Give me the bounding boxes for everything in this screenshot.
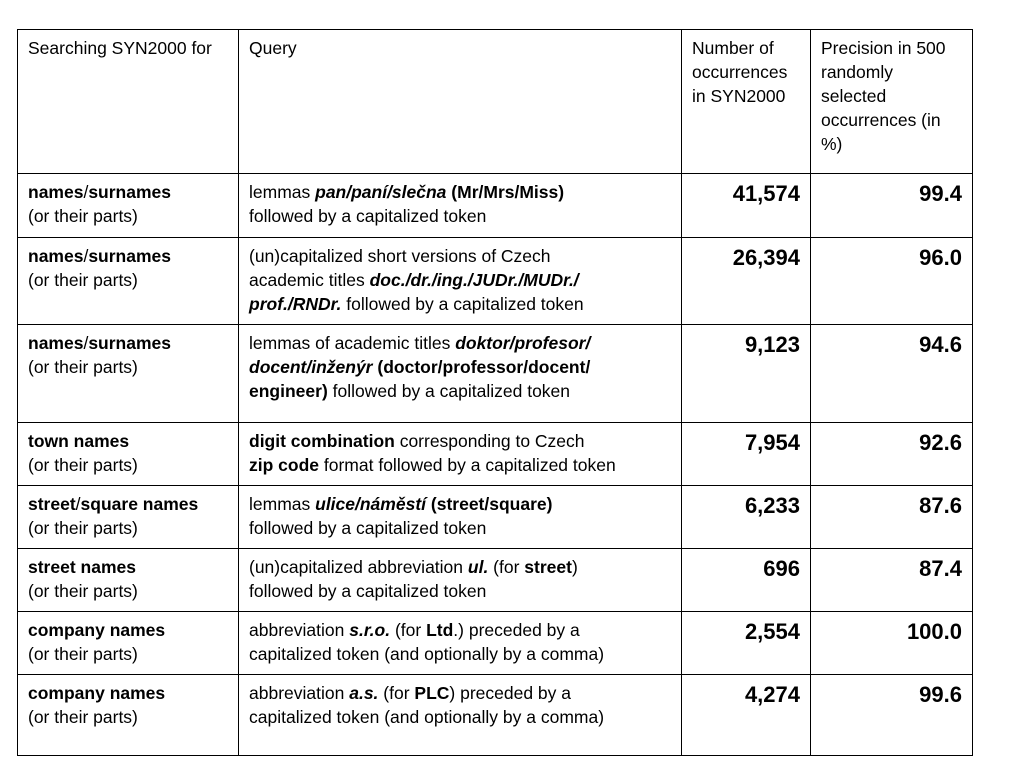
text-segment: capitalized token (and optionally by a comma) [249, 707, 605, 727]
header-precision-text: Precision in 500 randomly selected occurrences (in %) [821, 38, 946, 154]
table-row [18, 675, 973, 756]
text-segment: followed by a capitalized token [341, 294, 584, 314]
text-segment: street [28, 494, 76, 514]
query-cell [239, 238, 682, 325]
target-cell [18, 325, 239, 423]
query-cell [239, 325, 682, 423]
occurrences-cell [682, 423, 811, 486]
text-segment: surnames [88, 182, 172, 202]
text-segment: (doctor/professor/docent/ [377, 357, 591, 377]
text-segment: abbreviation [249, 683, 350, 703]
text-segment: (or their parts) [28, 644, 138, 664]
table-row [18, 325, 973, 423]
target-cell [18, 675, 239, 756]
header-query-text: Query [249, 38, 297, 58]
precision-cell [811, 238, 973, 325]
text-segment: lemmas of academic titles [249, 333, 456, 353]
text-segment: (for [390, 620, 427, 640]
occurrences-cell [682, 675, 811, 756]
text-segment: engineer) [249, 381, 328, 401]
precision-cell [811, 675, 973, 756]
precision-cell [811, 423, 973, 486]
precision-cell [811, 549, 973, 612]
text-segment: followed by a capitalized token [249, 206, 487, 226]
precision-cell [811, 612, 973, 675]
text-segment: (or their parts) [28, 518, 138, 538]
text-segment: PLC [414, 683, 450, 703]
occurrences-value: 4,274 [744, 682, 800, 707]
text-segment: surnames [88, 246, 172, 266]
occurrences-value: 7,954 [744, 430, 800, 455]
occurrences-value: 2,554 [744, 619, 800, 644]
table-row [18, 549, 973, 612]
text-segment: / [75, 494, 81, 514]
precision-value: 87.4 [919, 556, 962, 581]
precision-value: 87.6 [919, 493, 962, 518]
target-cell [18, 423, 239, 486]
text-segment: followed by a capitalized token [249, 518, 487, 538]
precision-value: 99.6 [919, 682, 962, 707]
occurrences-cell [682, 612, 811, 675]
target-cell [18, 549, 239, 612]
text-segment: followed by a capitalized token [249, 581, 487, 601]
text-segment: format followed by a capitalized token [319, 455, 616, 475]
text-segment: .) preceded by a [453, 620, 580, 640]
text-segment: (or their parts) [28, 270, 138, 290]
precision-value: 92.6 [919, 430, 962, 455]
text-segment: company names [28, 620, 166, 640]
text-segment: docent/inženýr [249, 357, 373, 377]
text-segment: / [83, 333, 89, 353]
text-segment: (un)capitalized abbreviation [249, 557, 468, 577]
header-searching [18, 30, 239, 174]
text-segment: names [28, 333, 84, 353]
header-occurrences-text: Number of occurrences in SYN2000 [692, 38, 788, 106]
occurrences-cell [682, 238, 811, 325]
occurrences-value: 41,574 [732, 181, 800, 206]
text-segment: academic titles [249, 270, 370, 290]
text-segment: capitalized token (and optionally by a comma) [249, 644, 605, 664]
text-segment: (Mr/Mrs/Miss) [451, 182, 565, 202]
occurrences-cell [682, 486, 811, 549]
text-segment: names [28, 182, 84, 202]
table-row [18, 612, 973, 675]
text-segment: lemmas [249, 182, 316, 202]
precision-cell [811, 486, 973, 549]
text-segment: (for [378, 683, 415, 703]
occurrences-value: 9,123 [744, 332, 800, 357]
text-segment: s.r.o. [349, 620, 391, 640]
text-segment: doc./dr./ing./JUDr./MUDr./ [369, 270, 579, 290]
occurrences-value: 26,394 [732, 245, 800, 270]
precision-cell [811, 174, 973, 238]
table-body [18, 30, 973, 756]
query-cell [239, 423, 682, 486]
text-segment: ulice/náměstí [315, 494, 427, 514]
syn2000-query-table [17, 29, 973, 756]
table-row [18, 174, 973, 238]
text-segment: (or their parts) [28, 206, 138, 226]
query-cell [239, 612, 682, 675]
query-cell [239, 549, 682, 612]
text-segment: street names [28, 557, 136, 577]
text-segment: (or their parts) [28, 357, 138, 377]
text-segment: zip code [249, 455, 320, 475]
query-cell [239, 486, 682, 549]
table-row [18, 238, 973, 325]
text-segment: doktor/profesor/ [455, 333, 591, 353]
text-segment: (or their parts) [28, 581, 138, 601]
text-segment: square names [80, 494, 199, 514]
text-segment: (un)capitalized short versions of Czech [249, 246, 551, 266]
precision-value: 100.0 [906, 619, 962, 644]
header-searching-text: Searching SYN2000 for [28, 38, 212, 58]
text-segment: names [28, 246, 84, 266]
text-segment: a.s. [349, 683, 379, 703]
query-cell [239, 174, 682, 238]
header-precision [811, 30, 973, 174]
occurrences-value: 6,233 [744, 493, 800, 518]
text-segment: ) [571, 557, 578, 577]
occurrences-cell [682, 549, 811, 612]
text-segment: / [83, 246, 89, 266]
text-segment: company names [28, 683, 166, 703]
text-segment: (for [488, 557, 525, 577]
target-cell [18, 174, 239, 238]
text-segment: town names [28, 431, 130, 451]
text-segment: Ltd [426, 620, 454, 640]
text-segment: surnames [88, 333, 172, 353]
text-segment: prof./RNDr. [249, 294, 342, 314]
table-row [18, 423, 973, 486]
text-segment: ul. [467, 557, 489, 577]
header-occurrences [682, 30, 811, 174]
occurrences-cell [682, 325, 811, 423]
header-row [18, 30, 973, 174]
text-segment: ) preceded by a [449, 683, 572, 703]
text-segment: corresponding to Czech [394, 431, 585, 451]
header-query [239, 30, 682, 174]
text-segment: (or their parts) [28, 707, 138, 727]
precision-cell [811, 325, 973, 423]
occurrences-cell [682, 174, 811, 238]
text-segment: (street/square) [430, 494, 553, 514]
query-cell [239, 675, 682, 756]
precision-value: 96.0 [919, 245, 962, 270]
text-segment: abbreviation [249, 620, 350, 640]
text-segment: lemmas [249, 494, 316, 514]
text-segment: pan/paní/slečna [315, 182, 447, 202]
text-segment: (or their parts) [28, 455, 138, 475]
target-cell [18, 486, 239, 549]
precision-value: 99.4 [919, 181, 962, 206]
text-segment: street [524, 557, 572, 577]
target-cell [18, 612, 239, 675]
text-segment: followed by a capitalized token [327, 381, 571, 401]
precision-value: 94.6 [919, 332, 962, 357]
text-segment: / [83, 182, 89, 202]
table-row [18, 486, 973, 549]
occurrences-value: 696 [763, 556, 800, 581]
target-cell [18, 238, 239, 325]
text-segment: digit combination [249, 431, 395, 451]
